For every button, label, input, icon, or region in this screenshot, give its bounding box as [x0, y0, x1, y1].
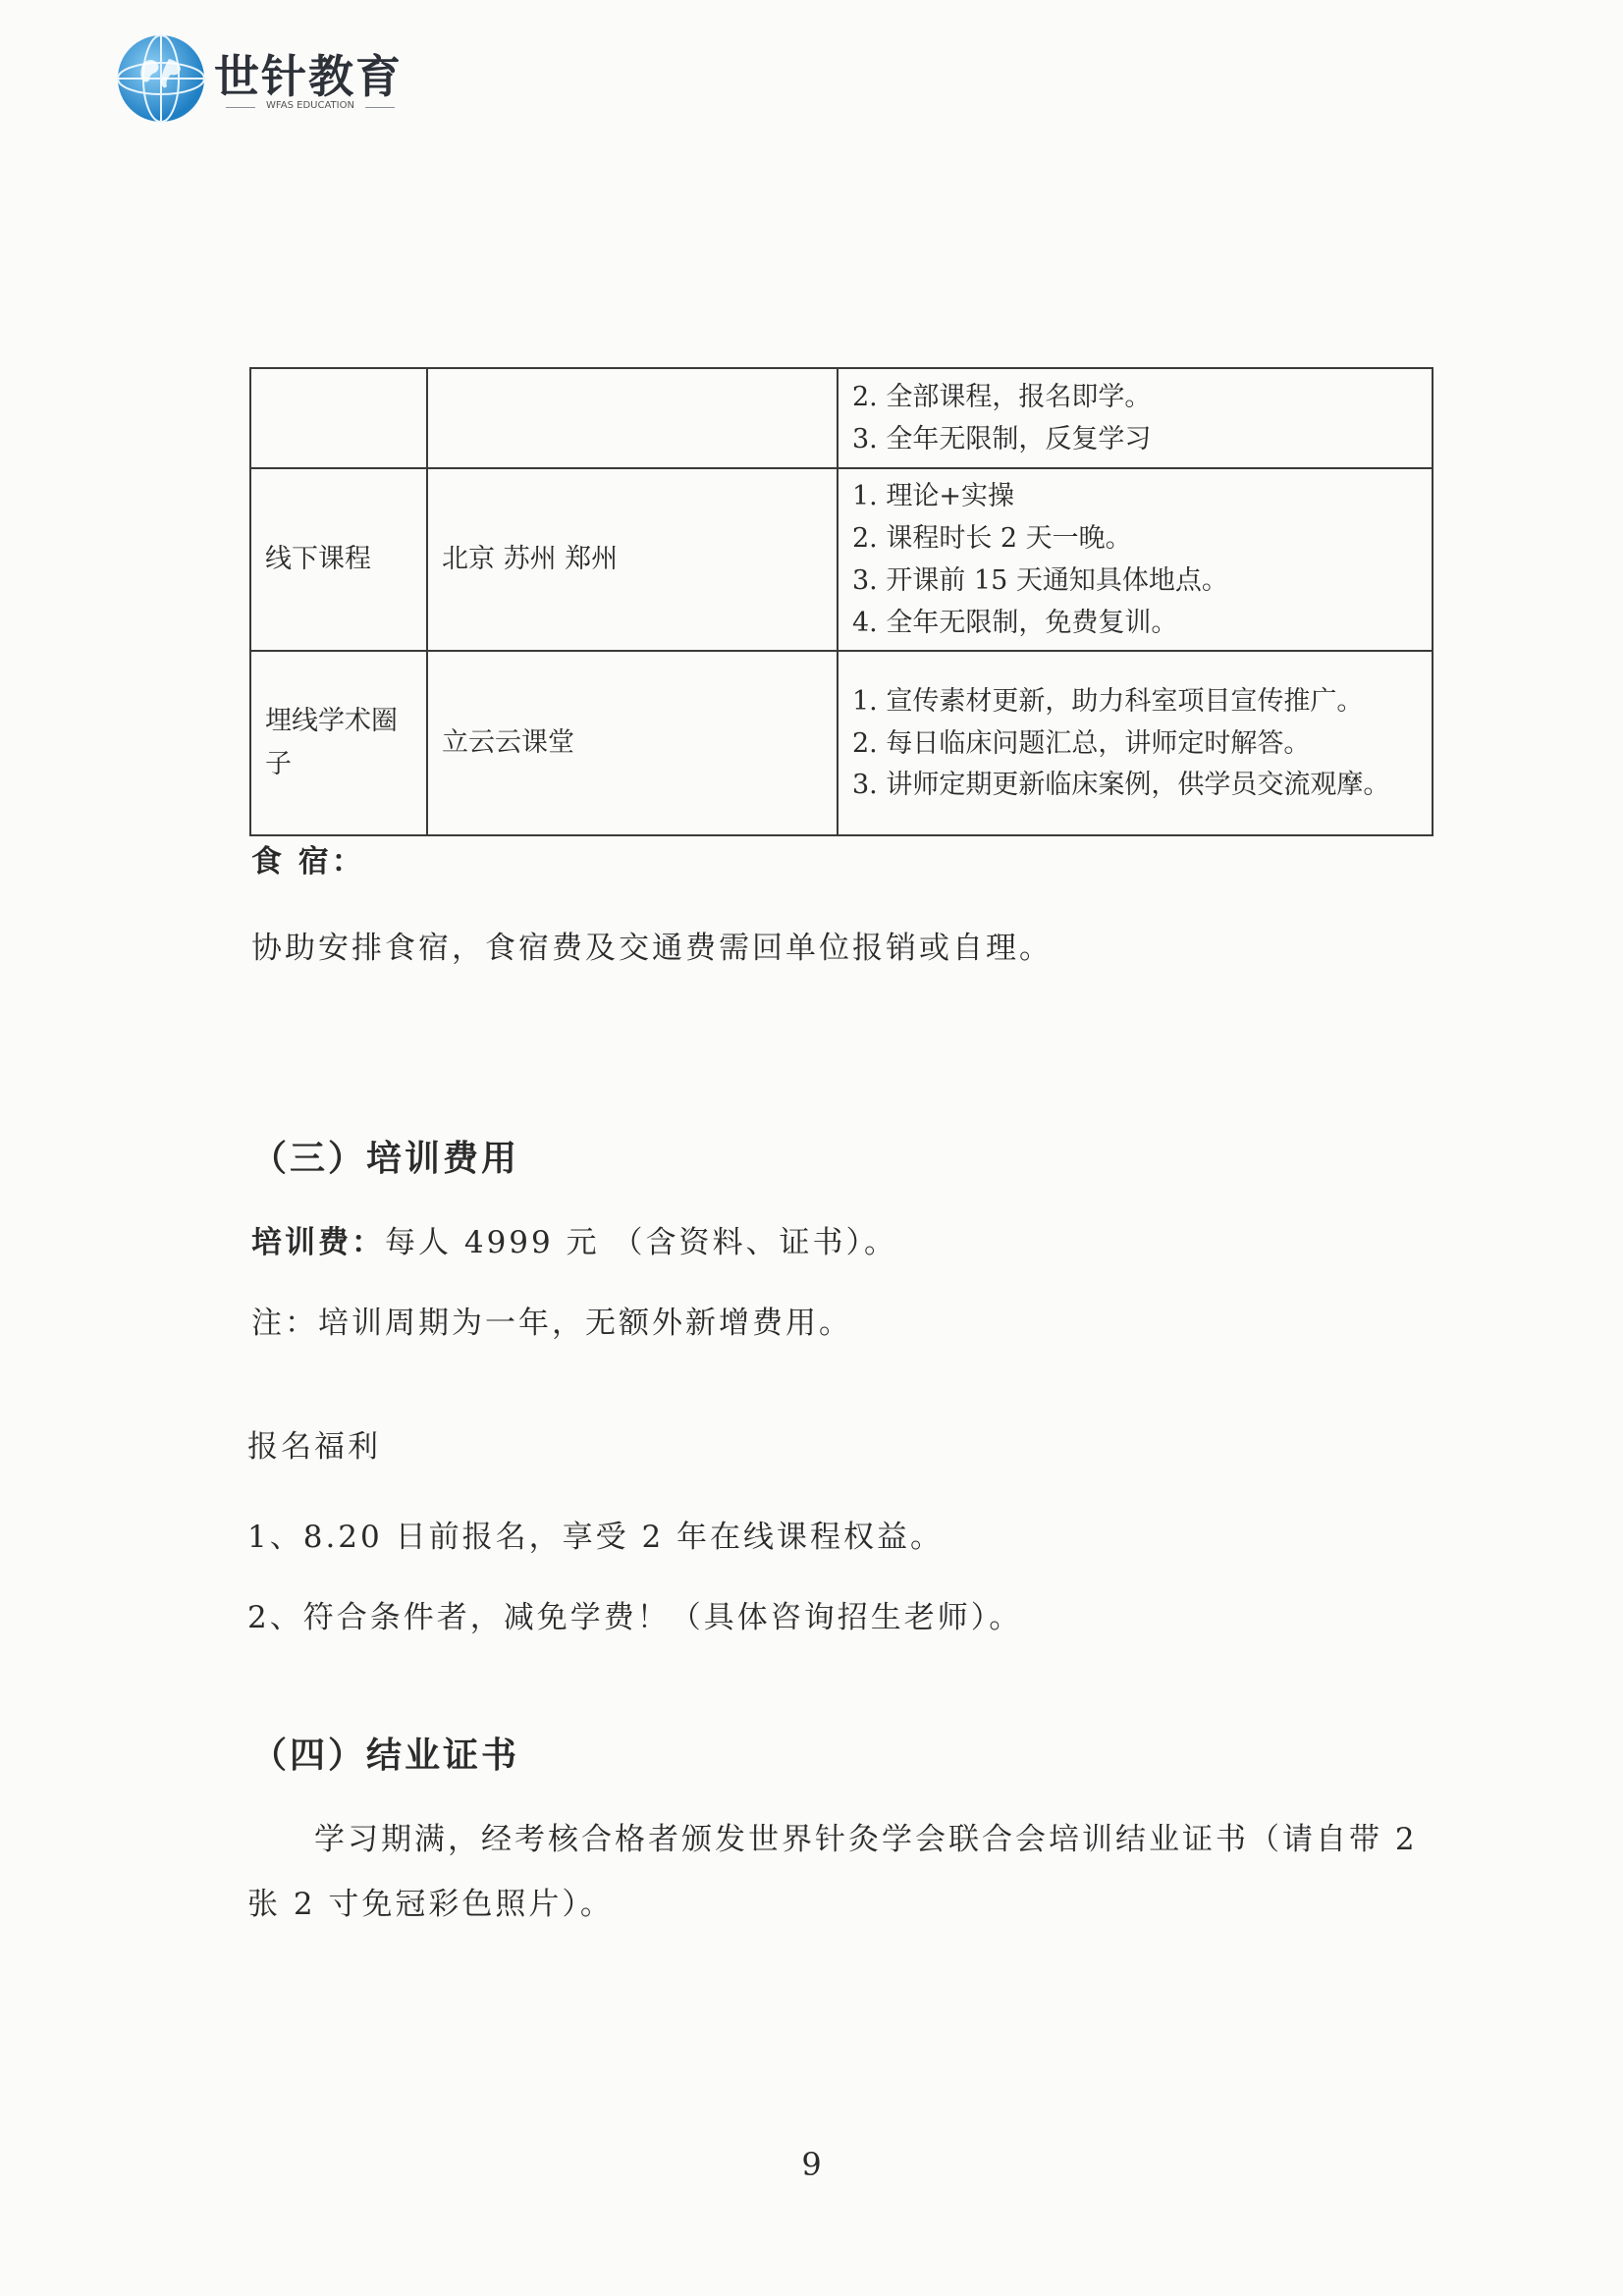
list-item: 2. 全部课程，报名即学。	[852, 382, 1152, 412]
benefit-item: 1、8.20 日前报名，享受 2 年在线课程权益。	[247, 1520, 945, 1555]
table-row	[250, 468, 1433, 651]
course-table	[249, 367, 1434, 836]
benefits-title: 报名福利	[247, 1429, 381, 1465]
list-item: 3. 全年无限制，反复学习	[852, 424, 1152, 454]
table-cell-details	[838, 651, 1433, 835]
certificate-line: 学习期满，经考核合格者颁发世界针灸学会联合会培训结业证书（请自带 2	[314, 1822, 1418, 1857]
table-row	[250, 368, 1433, 468]
table-cell-location: 立云云课堂	[427, 651, 838, 835]
list-item: 3. 讲师定期更新临床案例，供学员交流观摩。	[852, 770, 1390, 800]
table-cell-type	[250, 368, 427, 468]
benefit-item: 2、符合条件者，减免学费！（具体咨询招生老师）。	[247, 1600, 1023, 1635]
brand-name: 世针教育	[214, 50, 403, 103]
globe-logo-icon	[116, 33, 206, 124]
fee-note: 注：培训周期为一年，无额外新增费用。	[251, 1306, 852, 1341]
list-item: 1. 宣传素材更新，助力科室项目宣传推广。	[852, 686, 1364, 717]
table-cell-location	[427, 368, 838, 468]
certificate-line: 张 2 寸免冠彩色照片）。	[247, 1887, 614, 1922]
list-item: 2. 课程时长 2 天一晚。	[852, 523, 1132, 554]
list-item: 2. 每日临床问题汇总，讲师定时解答。	[852, 728, 1311, 759]
page-number: 9	[801, 2146, 822, 2183]
lodging-text: 协助安排食宿，食宿费及交通费需回单位报销或自理。	[251, 931, 1053, 966]
table-cell-type: 埋线学术圈子	[250, 651, 427, 835]
table-cell-details	[838, 368, 1433, 468]
brand-subtitle	[226, 96, 395, 118]
fee-text: 每人 4999 元 （含资料、证书）。	[385, 1225, 897, 1260]
table-cell-location: 北京 苏州 郑州	[427, 468, 838, 651]
brand-subtitle-text: WFAS EDUCATION	[266, 100, 354, 111]
fees-heading: （三）培训费用	[251, 1139, 520, 1179]
fee-label: 培训费：	[251, 1225, 385, 1260]
lodging-label: 食 宿：	[251, 844, 365, 880]
table-cell-details	[838, 468, 1433, 651]
table-cell-type: 线下课程	[250, 468, 427, 651]
table-row	[250, 651, 1433, 835]
certificate-heading: （四）结业证书	[251, 1735, 520, 1776]
fee-line	[251, 1217, 897, 1261]
header-logo	[116, 33, 410, 132]
list-item: 4. 全年无限制，免费复训。	[852, 608, 1178, 638]
list-item: 1. 理论+实操	[852, 481, 1014, 511]
list-item: 3. 开课前 15 天通知具体地点。	[852, 565, 1228, 596]
